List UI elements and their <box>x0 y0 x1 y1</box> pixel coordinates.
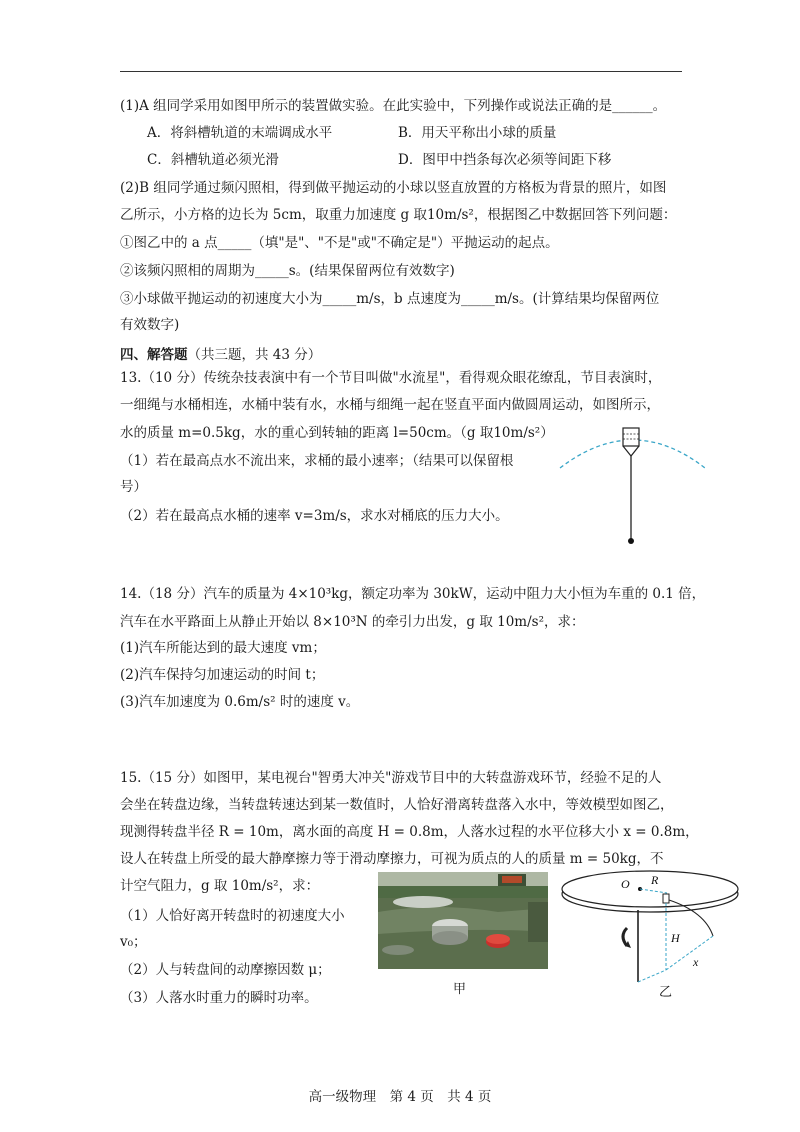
option-c: C．斜槽轨道必须光滑 <box>147 152 279 168</box>
q15-line-3: 现测得转盘半径 R = 10m，离水面的高度 H = 0.8m，人落水过程的水平位移大小 x = 0.8m， <box>120 824 699 840</box>
label-h: H <box>671 931 680 945</box>
q14-line-3: (1)汽车所能达到的最大速度 vm； <box>120 640 326 656</box>
option-d: D．图甲中挡条每次必须等间距下移 <box>398 152 612 168</box>
q14-line-2: 汽车在水平路面上从静止开始以 8×10³N 的牵引力出发，g 取 10m/s²，求： <box>120 614 585 630</box>
option-b: B．用天平称出小球的质量 <box>398 125 557 141</box>
q15-line-9: （3）人落水时重力的瞬时功率。 <box>120 990 318 1006</box>
section-4-heading <box>120 345 321 365</box>
q14-line-5: (3)汽车加速度为 0.6m/s² 时的速度 v。 <box>120 694 360 710</box>
header-rule <box>120 71 682 72</box>
section-title: 四、解答题 <box>120 347 188 363</box>
water-meteor-figure <box>555 420 695 550</box>
turntable-disc-top <box>562 871 738 907</box>
q15-line-5: 计空气阻力，g 取 10m/s²，求： <box>120 878 320 894</box>
question-2-sub-3-cont: 有效数字) <box>120 317 180 333</box>
label-r: R <box>651 873 659 887</box>
rotation-arrow <box>623 928 627 946</box>
turntable-diagram <box>555 870 755 1000</box>
q15-line-7: v₀； <box>120 934 147 950</box>
q13-line-5: 号） <box>120 479 147 495</box>
question-2-line-2: 乙所示，小方格的边长为 5cm，取重力加速度 g 取10m/s²，根据图乙中数据回答下列问题： <box>120 207 677 223</box>
option-a: A．将斜槽轨道的末端调成水平 <box>147 125 333 141</box>
label-x: x <box>693 955 699 969</box>
pivot <box>628 538 634 544</box>
figure-yi-caption: 乙 <box>659 985 673 1000</box>
page-footer: 高一级物理 第 4 页 共 4 页 <box>308 1089 492 1105</box>
turntable-photo <box>378 872 548 969</box>
question-2-sub-3: ③小球做平抛运动的初速度大小为_____m/s，b 点速度为_____m/s。(计算结果均保留两位 <box>120 291 660 307</box>
q13-line-3: 水的质量 m=0.5kg，水的重心到转轴的距离 l=50cm。（g 取10m/s²） <box>120 425 554 441</box>
figure-jia-caption: 甲 <box>453 982 467 997</box>
question-2-sub-2: ②该频闪照相的周期为_____s。(结果保留两位有效数字) <box>120 263 455 279</box>
bucket <box>623 428 639 446</box>
q15-line-2: 会坐在转盘边缘，当转盘转速达到某一数值时，人恰好滑离转盘落入水中，等效模型如图乙， <box>120 797 674 813</box>
person-marker <box>663 894 669 903</box>
label-o: O <box>621 877 630 891</box>
section-note: （共三题，共 43 分） <box>187 347 322 363</box>
q15-line-4: 设人在转盘上所受的最大静摩擦力等于滑动摩擦力，可视为质点的人的质量 m = 50kg，不 <box>120 851 664 867</box>
question-2-line-1: (2)B 组同学通过频闪照相，得到做平抛运动的小球以竖直放置的方格板为背景的照片，如图 <box>120 180 667 196</box>
q13-line-2: 一细绳与水桶相连，水桶中装有水，水桶与细绳一起在竖直平面内做圆周运动，如图所示， <box>120 397 660 413</box>
q13-line-1: 13.（10 分）传统杂技表演中有一个节目叫做"水流星"，看得观众眼花缭乱，节目表演时， <box>120 370 662 386</box>
question-1: (1)A 组同学采用如图甲所示的装置做实验。在此实验中，下列操作或说法正确的是______。 <box>120 98 667 114</box>
q14-line-1: 14.（18 分）汽车的质量为 4×10³kg，额定功率为 30kW，运动中阻力大小恒为车重的 0.1 倍， <box>120 586 706 602</box>
q14-line-4: (2)汽车保持匀加速运动的时间 t； <box>120 667 325 683</box>
question-2-sub-1: ①图乙中的 a 点_____（填"是"、"不是"或"不确定是"）平抛运动的起点。 <box>120 235 559 251</box>
q15-line-8: （2）人与转盘间的动摩擦因数 μ； <box>120 962 331 978</box>
q13-line-6: （2）若在最高点水桶的速率 v=3m/s，求水对桶底的压力大小。 <box>120 508 509 524</box>
q13-line-4: （1）若在最高点水不流出来，求桶的最小速率；（结果可以保留根 <box>120 453 514 469</box>
q15-line-6: （1）人恰好离开转盘时的初速度大小 <box>120 908 345 924</box>
q15-line-1: 15.（15 分）如图甲，某电视台"智勇大冲关"游戏节目中的大转盘游戏环节，经验不足的人 <box>120 770 662 786</box>
